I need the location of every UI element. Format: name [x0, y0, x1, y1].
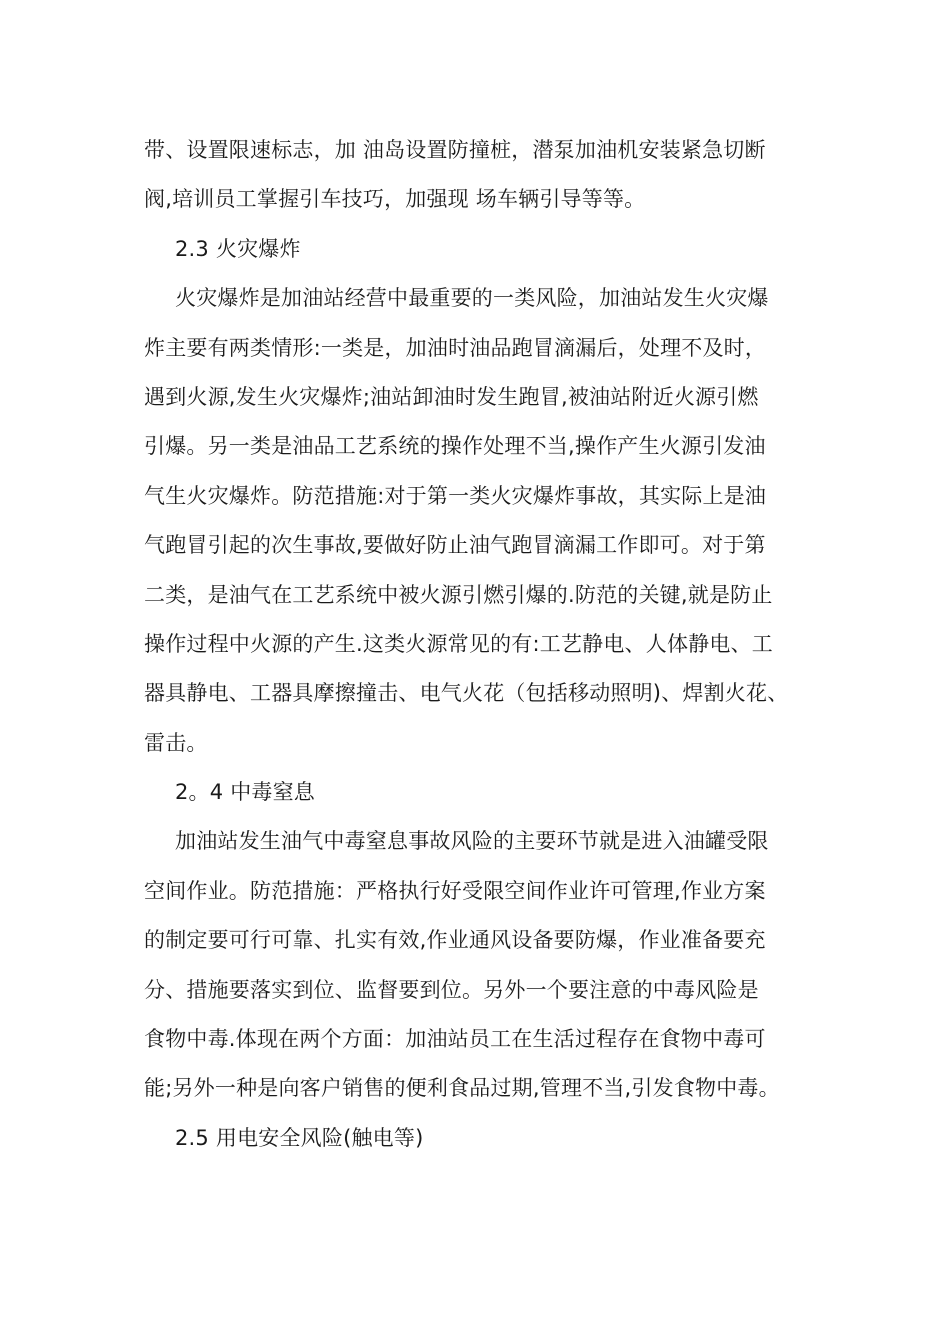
section-heading-2-4: 2。4 中毒窒息: [175, 780, 315, 805]
body-line: 引爆。另一类是油品工艺系统的操作处理不当,操作产生火源引发油: [144, 434, 766, 459]
body-line: 雷击。: [144, 730, 208, 755]
paragraph-start-line: 加油站发生油气中毒窒息事故风险的主要环节就是进入油罐受限: [175, 829, 769, 854]
section-heading-2-3: 2.3 火灾爆炸: [175, 236, 301, 261]
body-line: 气跑冒引起的次生事故,要做好防止油气跑冒滴漏工作即可。对于第: [144, 533, 766, 558]
body-line: 阀,培训员工掌握引车技巧，加强现 场车辆引导等等。: [144, 187, 646, 212]
body-line: 食物中毒.体现在两个方面：加油站员工在生活过程存在食物中毒可: [144, 1027, 766, 1052]
body-line: 器具静电、工器具摩擦撞击、电气火花（包括移动照明)、焊割火花、: [144, 681, 789, 706]
body-line: 操作过程中火源的产生.这类火源常见的有:工艺静电、人体静电、工: [144, 631, 773, 656]
body-line: 气生火灾爆炸。防范措施:对于第一类火灾爆炸事故，其实际上是油: [144, 483, 767, 508]
section-heading-2-5: 2.5 用电安全风险(触电等): [175, 1125, 424, 1150]
body-line: 能;另外一种是向客户销售的便利食品过期,管理不当,引发食物中毒。: [144, 1076, 780, 1101]
body-line: 二类，是油气在工艺系统中被火源引燃引爆的.防范的关键,就是防止: [144, 582, 773, 607]
paragraph-start-line: 火灾爆炸是加油站经营中最重要的一类风险，加油站发生火灾爆: [175, 286, 769, 311]
body-line: 炸主要有两类情形:一类是，加油时油品跑冒滴漏后，处理不及时，: [144, 335, 767, 360]
body-line: 分、措施要落实到位、监督要到位。另外一个要注意的中毒风险是: [144, 977, 759, 1002]
document-body: [144, 126, 814, 1163]
body-line: 空间作业。防范措施：严格执行好受限空间作业许可管理,作业方案: [144, 878, 766, 903]
body-line: 带、设置限速标志，加 油岛设置防撞桩，潜泵加油机安装紧急切断: [144, 138, 766, 162]
body-line: 遇到火源,发生火灾爆炸;油站卸油时发生跑冒,被油站附近火源引燃: [144, 384, 759, 409]
body-line: 的制定要可行可靠、扎实有效,作业通风设备要防爆，作业准备要充: [144, 928, 766, 953]
